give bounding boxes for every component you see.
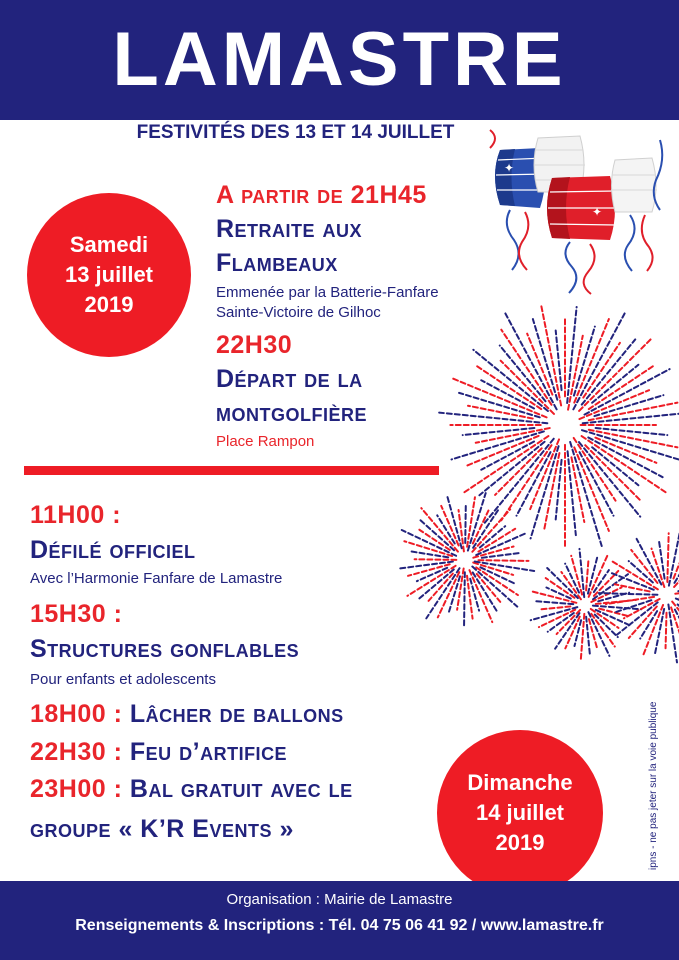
badge-year: 2019 <box>84 292 134 317</box>
badge-day: Samedi <box>69 232 149 257</box>
event-time: A partir de 21H45 <box>216 181 427 209</box>
section-divider <box>24 466 439 475</box>
badge-date: 14 juillet <box>475 800 565 825</box>
event-title: Flambeaux <box>216 249 338 277</box>
event-detail: Avec l’Harmonie Fanfare de Lamastre <box>30 570 283 587</box>
svg-text:✦: ✦ <box>504 161 515 175</box>
event-detail: Sainte-Victoire de Gilhoc <box>216 304 381 321</box>
paper-lanterns-illustration <box>470 120 675 295</box>
side-note-text: ipns - ne pas jeter sur la voie publique <box>648 701 659 870</box>
event-detail: Emmenée par la Batterie-Fanfare <box>216 284 439 301</box>
event-title: montgolfière <box>216 399 367 427</box>
event-line <box>30 735 287 769</box>
event-time: 15H30 : <box>30 600 123 628</box>
event-time: 22H30 <box>216 331 293 359</box>
red-lantern <box>547 176 618 240</box>
event-title: groupe « K’R Events » <box>30 815 294 843</box>
firework-burst <box>400 493 534 626</box>
event-title: Feu d’artifice <box>129 738 288 766</box>
firework-burst <box>439 305 679 548</box>
badge-day: Dimanche <box>467 770 573 795</box>
event-title: Retraite aux <box>216 215 363 243</box>
event-detail: Pour enfants et adolescents <box>30 671 216 688</box>
event-line <box>30 697 344 731</box>
white-lantern-right <box>611 158 657 212</box>
saturday-date-badge <box>27 193 191 357</box>
event-title: Défilé officiel <box>30 536 196 564</box>
event-line <box>30 772 353 806</box>
event-time: 18H00 : <box>30 700 123 728</box>
badge-date: 13 juillet <box>64 262 154 287</box>
firework-burst <box>531 549 642 660</box>
event-time: 22H30 : <box>30 738 123 766</box>
event-title: Départ de la <box>216 365 363 393</box>
event-time: 23H00 : <box>30 775 123 803</box>
subtitle: FESTIVITÉS DES 13 ET 14 JUILLET <box>136 122 455 143</box>
footer-contact: Renseignements & Inscriptions : Tél. 04 75 06 41 92 / www.lamastre.fr <box>75 917 604 934</box>
page-title: LAMASTRE <box>112 17 567 102</box>
event-title: Lâcher de ballons <box>129 700 344 728</box>
fireworks-illustration <box>395 305 679 705</box>
badge-year: 2019 <box>495 830 545 855</box>
event-detail: Place Rampon <box>216 433 315 450</box>
side-note <box>648 690 666 870</box>
event-title: Bal gratuit avec le <box>129 775 353 803</box>
event-time: 11H00 : <box>30 501 122 529</box>
event-title: Structures gonflables <box>30 635 300 663</box>
svg-text:✦: ✦ <box>592 205 603 219</box>
sunday-date-badge <box>437 730 603 896</box>
footer-organisation: Organisation : Mairie de Lamastre <box>226 891 453 908</box>
footer-banner <box>0 881 679 960</box>
